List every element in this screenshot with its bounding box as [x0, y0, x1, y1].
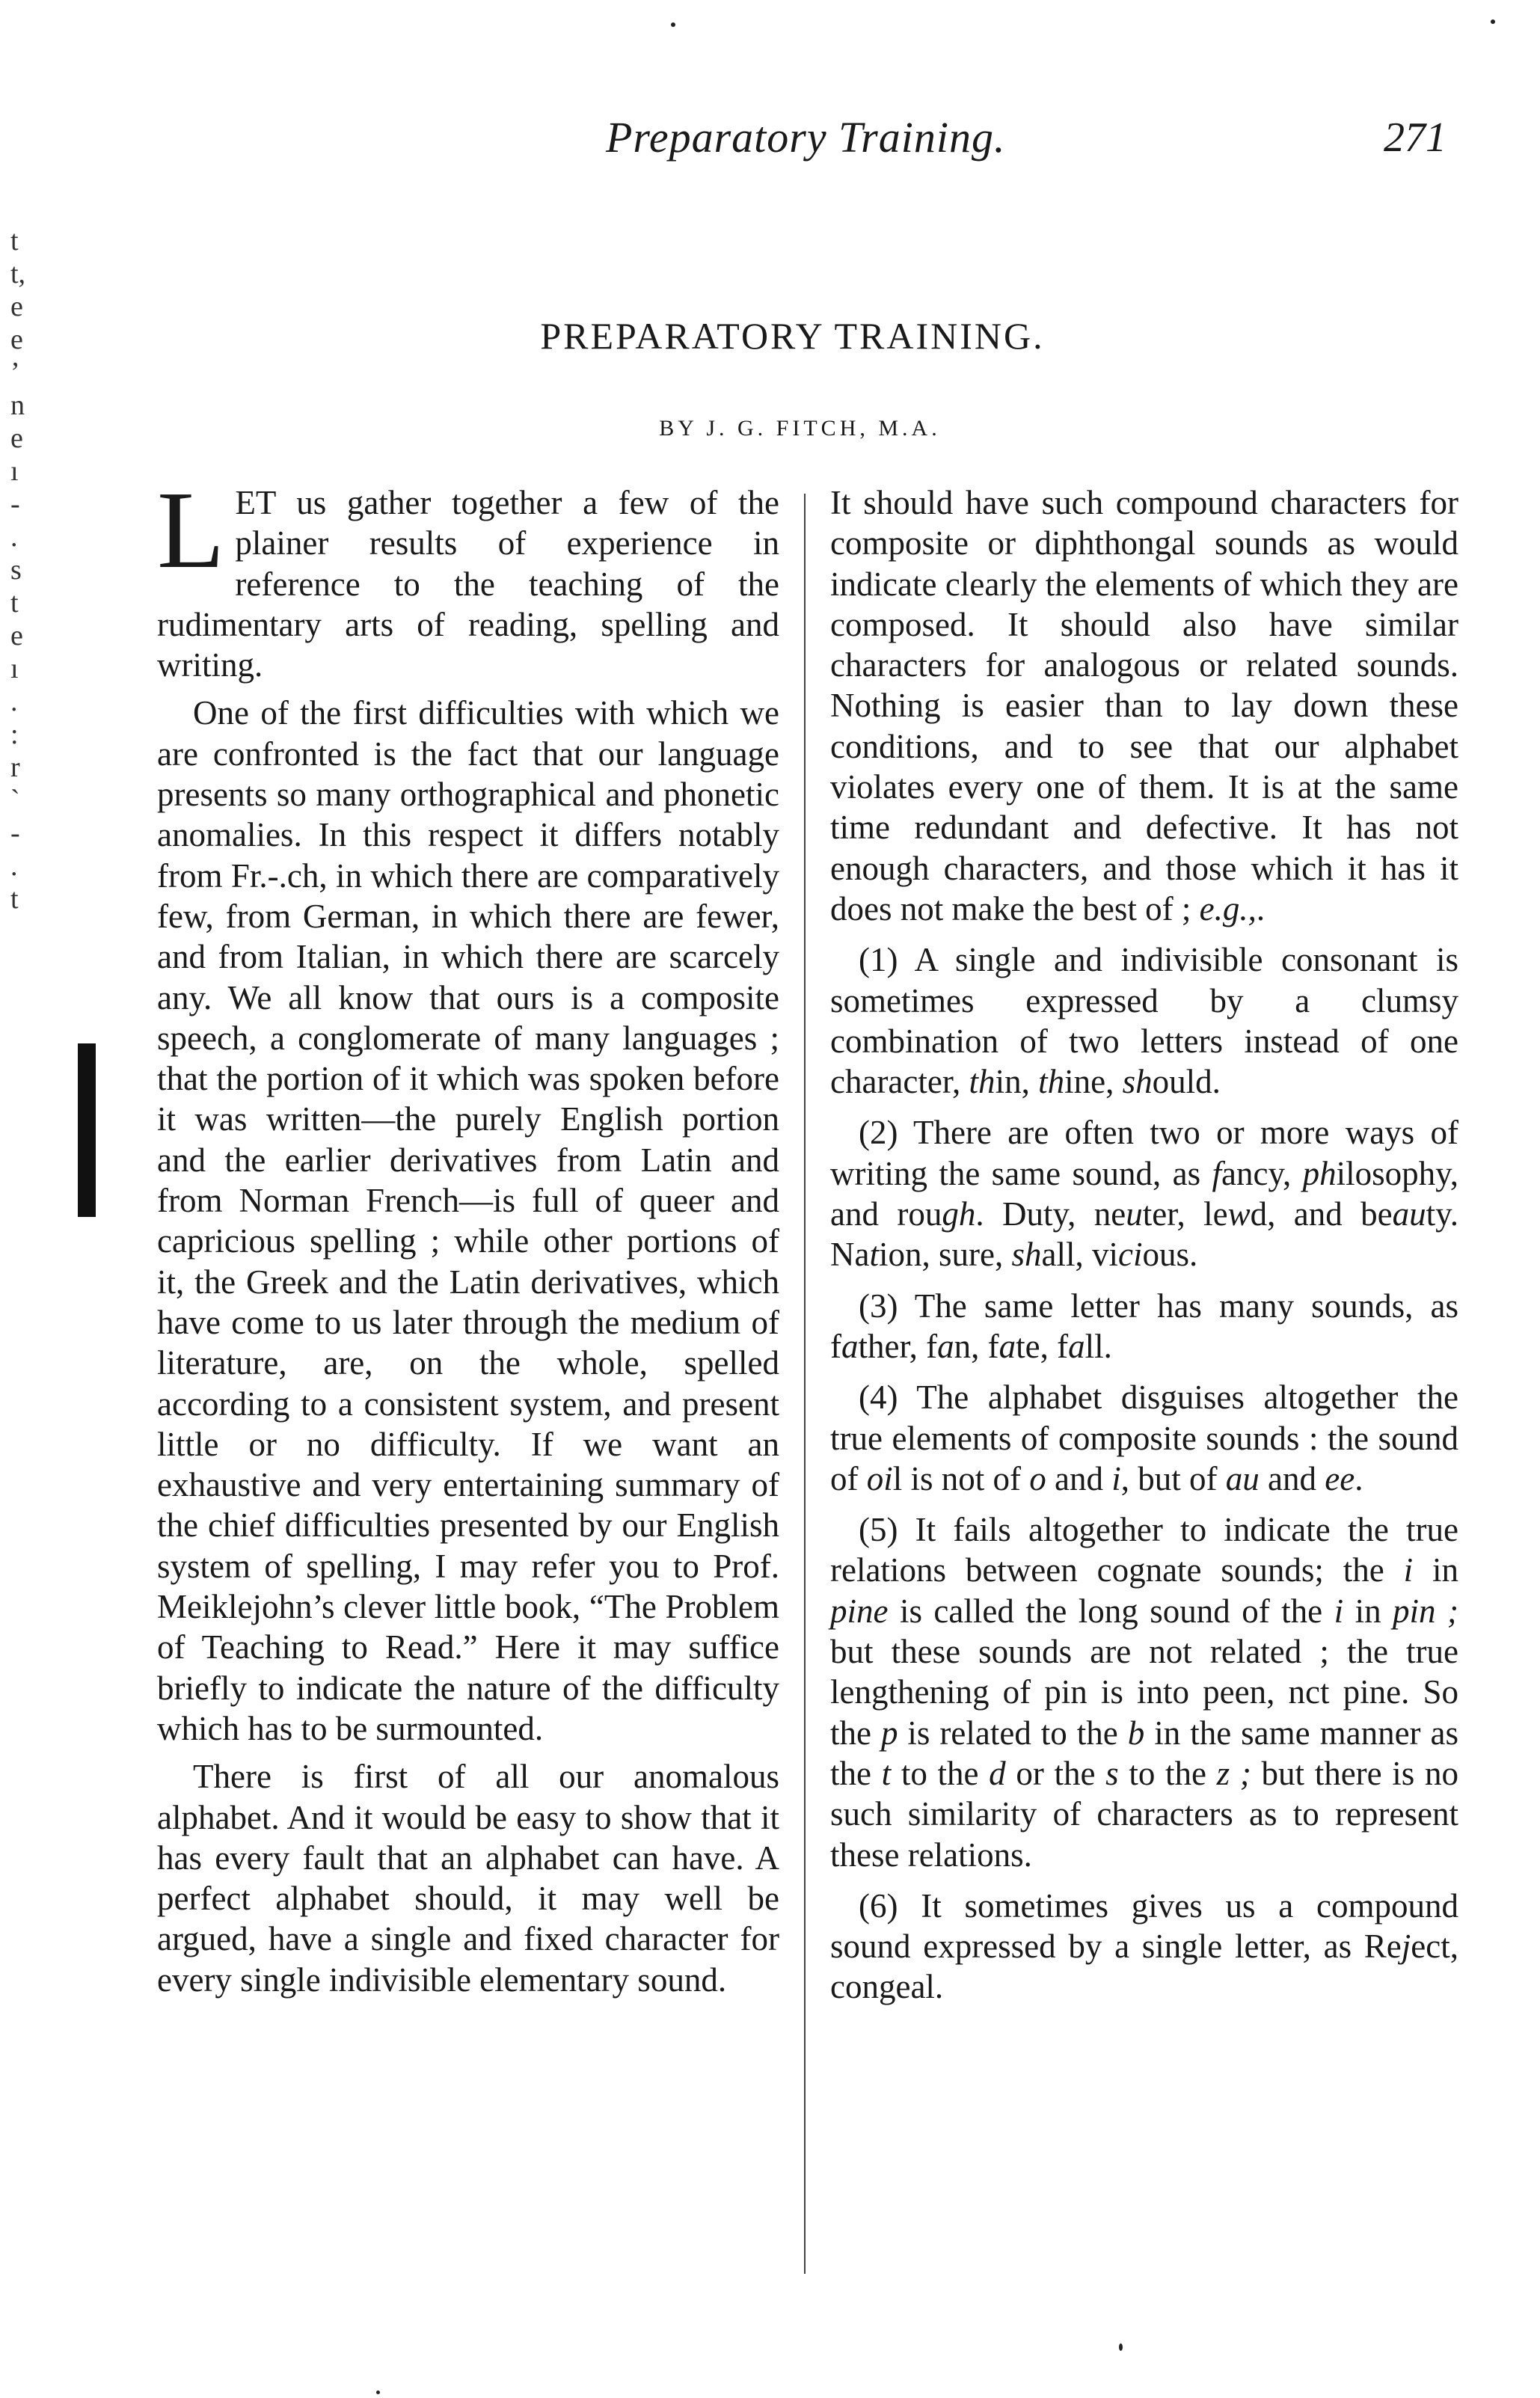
item-emphasis: t [869, 1236, 879, 1274]
running-head [0, 112, 1540, 172]
item-text: (5) It fails altogether to indicate the true relations between cognate sounds; the [830, 1511, 1458, 1589]
margin-mark: t [10, 587, 19, 619]
item-text: and [1259, 1459, 1325, 1497]
item-text: l is not of [892, 1459, 1030, 1497]
item-text: ould. [1152, 1063, 1221, 1101]
item-text: (2) There are often two or more ways of writing the same sound, as [830, 1114, 1458, 1192]
running-title: Preparatory Training. [606, 113, 1006, 162]
item-emphasis: o [1029, 1459, 1046, 1497]
right-column [830, 482, 1458, 2015]
item-emphasis: au [1392, 1195, 1426, 1233]
list-item-2 [830, 1112, 1458, 1275]
item-text: (3) The same letter has many sounds, as [859, 1287, 1458, 1325]
item-emphasis: sh [1122, 1063, 1153, 1101]
item-text: ous. [1142, 1236, 1198, 1274]
margin-mark: . [10, 850, 18, 882]
item-emphasis: b [1127, 1714, 1145, 1752]
item-emphasis: p [880, 1714, 898, 1752]
margin-mark: e [10, 423, 23, 454]
item-emphasis: a [937, 1327, 954, 1365]
item-emphasis: i [1334, 1592, 1344, 1630]
list-item-5 [830, 1509, 1458, 1875]
item-emphasis: ph [1302, 1154, 1337, 1192]
item-emphasis: t [881, 1754, 892, 1792]
paragraph-1 [157, 469, 779, 685]
item-text: to the [1118, 1754, 1217, 1792]
item-text: is called the long sound of the [888, 1592, 1334, 1630]
margin-mark: . [10, 521, 18, 553]
margin-mark: e [10, 291, 23, 322]
item-emphasis: ee [1325, 1459, 1355, 1497]
left-column [157, 469, 779, 2008]
item-text: ther, f [858, 1327, 938, 1365]
paragraph-1-text: ET us gather together a few of the plainer results of experience in reference to the teaching of the rudimentary arts of reading, spelling and writing. [157, 484, 779, 684]
item-emphasis: pin ; [1393, 1592, 1458, 1630]
item-text: ine, [1064, 1063, 1123, 1101]
item-text: , but of [1120, 1459, 1226, 1497]
margin-mark: - [10, 488, 20, 520]
item-text: in the same manner as the [830, 1714, 1458, 1792]
item-emphasis: gh [942, 1195, 976, 1233]
column-rule [804, 494, 806, 2274]
margin-mark: . [10, 686, 18, 717]
right-intro-text: It should have such compound characters for composite or diphthongal sounds as would indicate clearly the elements of which they are composed. It should also have similar characters for analogous or related sounds. Nothing is easier than to lay down these conditions, and to see that our alphabet violates every one of them. It is at the same time redundant and defective. It has not enough characters, and those which it has it does not make the best of ; [830, 484, 1458, 927]
list-item-3 [830, 1286, 1458, 1367]
list-item-4 [830, 1377, 1458, 1499]
item-text: ll. [1085, 1327, 1112, 1365]
item-emphasis: d [989, 1754, 1006, 1792]
item-text: in [1343, 1592, 1393, 1630]
right-intro [830, 482, 1458, 929]
item-emphasis: a [841, 1327, 859, 1365]
page-number: 271 [1384, 114, 1447, 161]
item-text: te, f [1016, 1327, 1069, 1365]
item-emphasis: sh [1011, 1236, 1042, 1274]
item-text: but there is no such similarity of characters as to represent these relations. [830, 1754, 1458, 1874]
item-emphasis: a [1068, 1327, 1085, 1365]
article-title: PREPARATORY TRAINING. [540, 315, 1045, 357]
print-speck [671, 22, 675, 27]
paragraph-3: There is first of all our anomalous alphabet. And it would be easy to show that it has every fault that an alphabet can have. A perfect alphabet should, it may well be argued, have a single and fixed character for every single indivisible elementary sound. [157, 1758, 779, 1999]
list-item-6 [830, 1886, 1458, 2008]
margin-mark: t, [10, 258, 26, 289]
item-text: ilosophy, and rou [830, 1154, 1458, 1233]
item-text: . Duty, ne [975, 1195, 1126, 1233]
item-text: in, [995, 1063, 1039, 1101]
item-emphasis: j [1401, 1928, 1411, 1966]
print-speck [376, 2391, 380, 2394]
item-text: ancy, [1221, 1154, 1303, 1192]
item-emphasis: a [998, 1327, 1016, 1365]
margin-mark: n [10, 390, 25, 421]
item-emphasis: w [1227, 1195, 1251, 1233]
item-emphasis: th [1038, 1063, 1065, 1101]
item-text: ter, le [1142, 1195, 1228, 1233]
item-text: all, vi [1041, 1236, 1118, 1274]
item-emphasis: u [1126, 1195, 1143, 1233]
item-text: (1) A single and indivisible consonant is sometimes expressed by a clumsy combination of two letters instead of one character, [830, 941, 1458, 1101]
item-emphasis: z ; [1216, 1754, 1251, 1792]
margin-mark: s [10, 554, 22, 586]
item-text: in [1413, 1551, 1458, 1589]
item-text: is related to the [898, 1714, 1128, 1752]
item-emphasis: s [1105, 1754, 1119, 1792]
item-emphasis: au [1225, 1459, 1260, 1497]
item-emphasis: pine [830, 1592, 889, 1630]
item-emphasis: ci [1117, 1236, 1143, 1274]
margin-mark: ı [10, 456, 19, 487]
margin-mark: r [10, 752, 20, 783]
item-emphasis: f [1212, 1154, 1221, 1192]
item-text: f [830, 1327, 841, 1365]
list-item-1 [830, 939, 1458, 1102]
print-speck [1491, 19, 1495, 24]
margin-mark: : [10, 719, 19, 750]
item-text: . [1355, 1459, 1363, 1497]
margin-mark: ` [10, 785, 20, 816]
margin-mark: ı [10, 653, 19, 684]
print-speck [1119, 2343, 1123, 2351]
item-text: ty. Na [830, 1195, 1458, 1274]
margin-mark: t [10, 883, 19, 915]
margin-mark: e [10, 620, 23, 651]
item-text: and [1046, 1459, 1112, 1497]
drop-cap: L [157, 469, 225, 592]
item-text: (4) The alphabet disguises altogether the true elements of composite sounds : the sound of [830, 1379, 1458, 1497]
margin-mark: ’ [10, 357, 20, 388]
item-text: n, f [954, 1327, 999, 1365]
item-emphasis: i [1403, 1551, 1414, 1589]
item-text: ion, sure, [879, 1236, 1012, 1274]
eg-abbrev: e.g., [1199, 889, 1257, 927]
margin-mark: e [10, 324, 23, 355]
paragraph-2: One of the first difficulties with which we are confronted is the fact that our language presents so many orthographical and phonetic anomalies. In this respect it differs notably from Fr.-.ch, in which there are comparatively few, from German, in which there are fewer, and from Italian, in which there are scarcely any. We all know that ours is a composite speech, a conglomerate of many languages ; that the portion of it which was spoken before it was written—the purely English portion and the earlier derivatives from Latin and from Norman French—is full of queer and capricious spelling ; while other portions of it, the Greek and the Latin derivatives, which have come to us later through the medium of literature, are, on the whole, spelled according to a consistent system, and present little or no difficulty. If we want an exhaustive and very entertaining summary of the chief difficulties presented by our English system of spelling, I may refer you to Prof. Meiklejohn’s clever little book, “The Problem of Teaching to Read.” Here it may suffice briefly to indicate the nature of the difficulty which has to be surmounted. [157, 694, 779, 1747]
margin-mark: t [10, 225, 19, 257]
right-intro-end: . [1256, 889, 1266, 927]
item-emphasis: i [1111, 1459, 1121, 1497]
margin-mark: - [10, 818, 20, 849]
item-text: or the [1005, 1754, 1106, 1792]
item-text: (6) It sometimes gives us a compound sound expressed by a single letter, as Re [830, 1886, 1458, 1966]
item-emphasis: oi [866, 1459, 893, 1497]
margin-bar [78, 1043, 96, 1217]
item-text: ect, congeal. [830, 1928, 1458, 2006]
item-text: but these sounds are not related ; the true lengthening of pin is into peen, nct pine. So the [830, 1633, 1458, 1752]
byline: BY J. G. FITCH, M.A. [659, 416, 941, 441]
item-emphasis: th [969, 1063, 996, 1101]
item-text: d, and be [1250, 1195, 1393, 1233]
item-text: to the [891, 1754, 990, 1792]
